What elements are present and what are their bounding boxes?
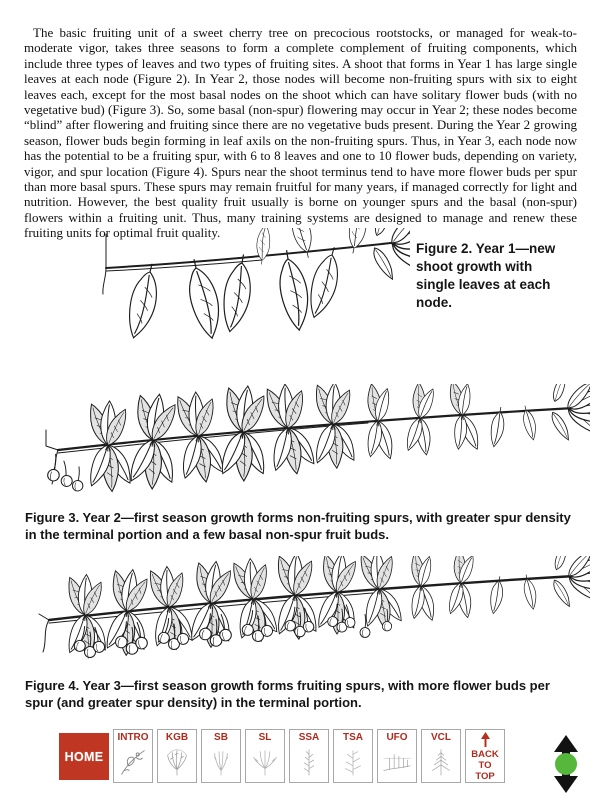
bottom-nav	[59, 729, 505, 783]
scroll-widget[interactable]	[547, 734, 585, 794]
figure-2-illustration	[92, 228, 410, 374]
nav-button-kgb[interactable]: KGB	[157, 729, 197, 783]
tsa-tree-icon	[337, 744, 369, 780]
ssa-tree-icon	[293, 744, 325, 780]
vcl-tree-icon	[425, 744, 457, 780]
nav-button-tsa[interactable]: TSA	[333, 729, 373, 783]
scroll-arrows-icon	[547, 734, 585, 794]
ufo-tree-icon	[381, 744, 413, 780]
intro-branch-icon	[117, 744, 149, 780]
nav-button-vcl[interactable]: VCL	[421, 729, 461, 783]
sb-tree-icon	[205, 744, 237, 780]
body-paragraph: The basic fruiting unit of a sweet cherry tree on precocious rootstocks, or managed for weak-to-moderate vigor, takes three seasons to form a complete complement of fruiting components, which include three types of leaves and two types of fruiting sites. A shoot that forms in Year 1 has large single leaves at each node (Figure 2). In Year 2, those nodes will become non-fruiting spurs with six to eight leaves each, except for the most basal nodes on the shoot which can have solitary flower buds (with no vegetative bud) (Figure 3). So, some basal (non-spur) flowering may occur in Year 2; these nodes become “blind” after flowering and fruiting since there are no vegetative buds present. During the Year 2 growing season, flower buds begin forming in leaf axils on the non-fruiting spurs. Thus, in Year 3, each node now has the potential to be a fruiting spur, with 6 to 8 leaves and one to 10 flower buds, depending on variety, vigor, and spur location (Figure 4). Spurs near the shoot terminus tend to have more flower buds per spur than more basal spurs. These spurs may remain fruitful for many years, if managed correctly for light and nutrition. However, the best quality fruit usually is borne on younger spurs and the basal (non-spur) flowers within a fruiting unit. Thus, many training systems are designed to manage and renew these fruiting units for optimal fruit quality.	[24, 25, 577, 241]
nav-button-intro[interactable]: INTRO	[113, 729, 153, 783]
home-label: HOME	[64, 749, 104, 764]
figure-3-illustration	[38, 384, 590, 508]
nav-button-sl[interactable]: SL	[245, 729, 285, 783]
figure-3-caption: Figure 3. Year 2—first season growth forms non-fruiting spurs, with greater spur density in the terminal portion and a few basal non-spur fruit buds.	[25, 510, 571, 542]
figure-2-caption: Figure 2. Year 1—new shoot growth with single leaves at each node.	[416, 241, 556, 310]
figure-4-illustration	[33, 556, 590, 678]
up-arrow-icon	[479, 732, 492, 748]
sl-tree-icon	[249, 744, 281, 780]
back-to-top-button[interactable]: BACK TO TOP	[465, 729, 505, 783]
nav-button-ssa[interactable]: SSA	[289, 729, 329, 783]
nav-button-home[interactable]	[59, 733, 109, 780]
kgb-tree-icon	[161, 744, 193, 780]
nav-button-ufo[interactable]: UFO	[377, 729, 417, 783]
figure-4-caption: Figure 4. Year 3—first season growth forms fruiting spurs, with more flower buds per spur (and greater spur density) in the terminal portion.	[25, 678, 550, 710]
nav-button-sb[interactable]: SB	[201, 729, 241, 783]
